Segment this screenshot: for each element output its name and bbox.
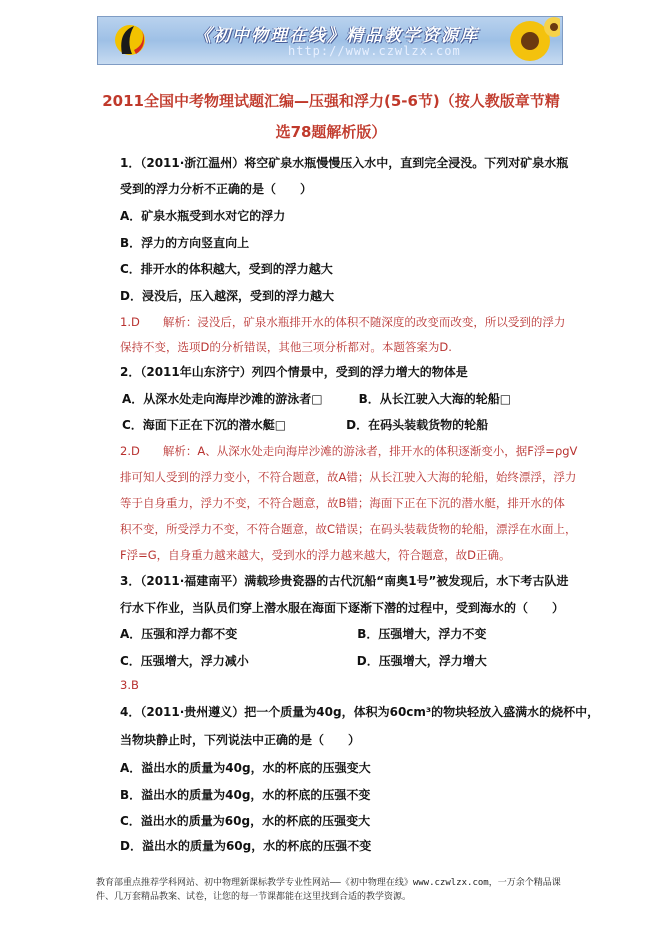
- document-title: 2011全国中考物理试题汇编—压强和浮力(5-6节)（按人教版章节精选78题解析版）: [102, 92, 560, 141]
- question-line: 3．（2011·福建南平）满载珍贵瓷器的古代沉船“南奥1号”被发现后，水下考古队进: [120, 574, 569, 588]
- question-line: C．溢出水的质量为60g，水的杯底的压强变大: [120, 814, 371, 828]
- answer-line: 3.B: [120, 678, 139, 692]
- answer-line: 1.D 解析：浸没后，矿泉水瓶排开水的体积不随深度的改变而改变，所以受到的浮力: [120, 315, 566, 329]
- question-line: A．从深水处走向海岸沙滩的游泳者□ B．从长江驶入大海的轮船□: [122, 392, 512, 406]
- answer-line: 2.D 解析：A、从深水处走向海岸沙滩的游泳者，排开水的体积逐渐变小，据F浮=ρgV: [120, 444, 578, 458]
- site-logo-icon: [112, 20, 152, 60]
- answer-line: 等于自身重力，浮力不变，不符合题意，故B错；海面下正在下沉的潜水艇，排开水的体: [120, 496, 565, 510]
- question-line: A．溢出水的质量为40g，水的杯底的压强变大: [120, 761, 371, 775]
- question-line: 4．（2011·贵州遵义）把一个质量为40g，体积为60cm³的物块轻放入盛满水的烧杯中，: [120, 705, 600, 719]
- question-line: D．溢出水的质量为60g，水的杯底的压强不变: [120, 839, 372, 853]
- question-line: C．排开水的体积越大，受到的浮力越大: [120, 262, 333, 276]
- question-line: D．浸没后，压入越深，受到的浮力越大: [120, 289, 334, 303]
- question-line: B．浮力的方向竖直向上: [120, 236, 250, 250]
- question-line: 行水下作业，当队员们穿上潜水服在海面下逐渐下潜的过程中，受到海水的（ ）: [120, 601, 565, 615]
- question-line: A．矿泉水瓶受到水对它的浮力: [120, 209, 286, 223]
- answer-line: F浮=G，自身重力越来越大，受到水的浮力越来越大，符合题意，故D正确。: [120, 548, 511, 562]
- banner-title: 《初中物理在线》精品教学资源库: [194, 26, 479, 46]
- answer-line: 排可知人受到的浮力变小，不符合题意，故A错；从长江驶入大海的轮船，始终漂浮，浮力: [120, 470, 577, 484]
- question-line: C．海面下正在下沉的潜水艇□ D．在码头装载货物的轮船: [122, 418, 489, 432]
- header-banner: [97, 16, 563, 65]
- question-line: 受到的浮力分析不正确的是（ ）: [120, 182, 313, 196]
- question-line: A．压强和浮力都不变 B．压强增大，浮力不变: [120, 627, 487, 641]
- question-line: C．压强增大，浮力减小 D．压强增大，浮力增大: [120, 654, 487, 668]
- answer-line: 保持不变，选项D的分析错误，其他三项分析都对。本题答案为D.: [120, 340, 452, 354]
- answer-line: 积不变，所受浮力不变，不符合题意，故C错误；在码头装载货物的轮船，漂浮在水面上，: [120, 522, 577, 536]
- banner-url[interactable]: http://www.czwlzx.com: [288, 44, 461, 58]
- sunflower-icon: [490, 17, 560, 64]
- question-line: 2．（2011年山东济宁）列四个情景中，受到的浮力增大的物体是: [120, 365, 468, 379]
- question-line: 当物块静止时，下列说法中正确的是（ ）: [120, 733, 361, 747]
- question-line: B．溢出水的质量为40g，水的杯底的压强不变: [120, 788, 371, 802]
- question-line: 1．（2011·浙江温州）将空矿泉水瓶慢慢压入水中，直到完全浸没。下列对矿泉水瓶: [120, 156, 569, 170]
- page-footer: 教育部重点推荐学科网站、初中物理新课标教学专业性网站——《初中物理在线》www.czwlzx.com，一万余个精品课件、几万套精品教案、试卷，让您的每一节课都能在这里找到合适的教学资源。: [96, 878, 561, 902]
